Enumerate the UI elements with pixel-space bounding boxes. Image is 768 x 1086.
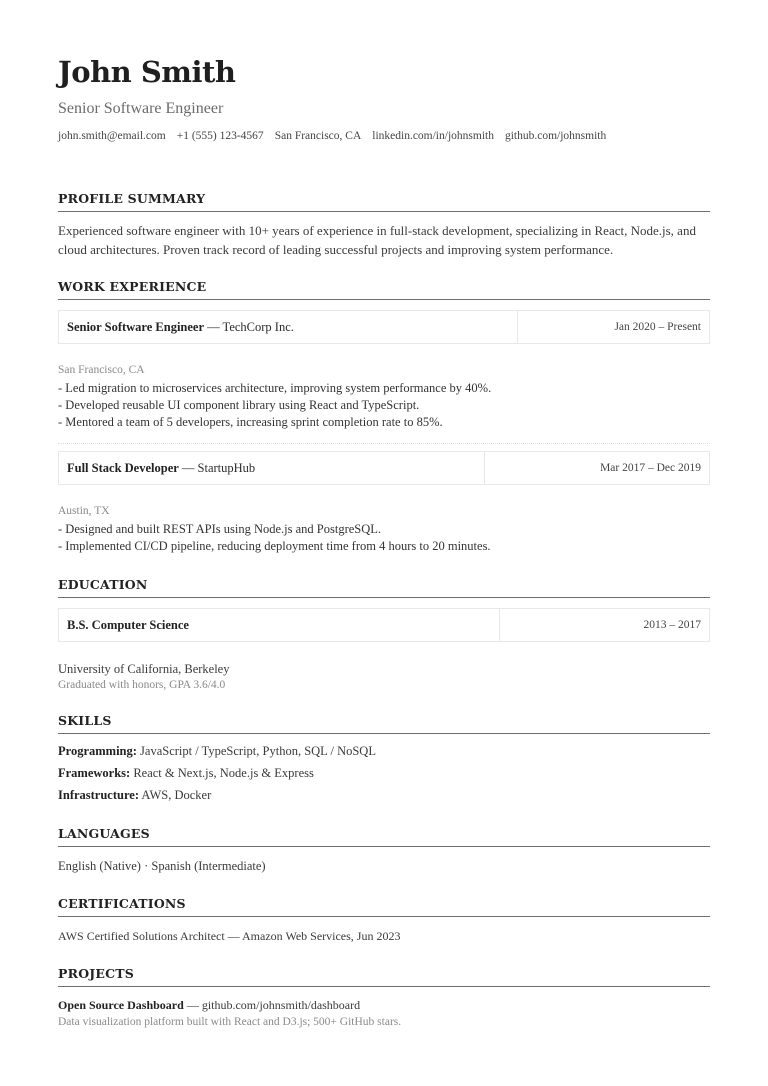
candidate-title: Senior Software Engineer xyxy=(58,100,224,117)
job-entry xyxy=(58,451,710,555)
job-entry xyxy=(58,310,710,431)
education-dates: 2013 – 2017 xyxy=(643,619,701,631)
job-header xyxy=(58,451,710,485)
skill-item xyxy=(58,762,710,784)
education-degree: B.S. Computer Science xyxy=(67,617,189,632)
job-bullet: - Implemented CI/CD pipeline, reducing deployment time from 4 hours to 20 minutes. xyxy=(58,539,491,553)
skill-item xyxy=(58,784,710,806)
section-heading: PROFILE SUMMARY xyxy=(58,191,710,212)
languages-text: English (Native) · Spanish (Intermediate) xyxy=(58,859,266,873)
section-heading: SKILLS xyxy=(58,713,710,734)
job-bullet: - Mentored a team of 5 developers, increasing sprint completion rate to 85%. xyxy=(58,415,443,429)
contact-linkedin: linkedin.com/in/johnsmith xyxy=(372,130,494,142)
section-profile-summary xyxy=(58,191,710,259)
job-location: San Francisco, CA xyxy=(58,364,145,376)
section-heading: LANGUAGES xyxy=(58,826,710,847)
job-company: — TechCorp Inc. xyxy=(204,319,294,334)
section-heading: CERTIFICATIONS xyxy=(58,896,710,917)
section-projects xyxy=(58,966,710,1030)
job-bullets xyxy=(58,380,710,431)
skill-value: JavaScript / TypeScript, Python, SQL / NoSQL xyxy=(136,744,376,758)
skill-item xyxy=(58,740,710,762)
job-bullet: - Designed and built REST APIs using Node.js and PostgreSQL. xyxy=(58,522,382,536)
project-link[interactable]: — github.com/johnsmith/dashboard xyxy=(183,998,361,1012)
section-education xyxy=(58,577,710,693)
candidate-name: John Smith xyxy=(58,55,236,89)
job-role: Full Stack Developer xyxy=(67,460,179,475)
section-certifications xyxy=(58,896,710,946)
project-name: Open Source Dashboard xyxy=(58,998,184,1012)
contact-line xyxy=(58,128,710,144)
job-bullet: - Led migration to microservices architecture, improving system performance by 40%. xyxy=(58,381,492,395)
education-note: Graduated with honors, GPA 3.6/4.0 xyxy=(58,679,226,691)
job-company: — StartupHub xyxy=(178,460,256,475)
job-bullet: - Developed reusable UI component library using React and TypeScript. xyxy=(58,398,420,412)
skills-list xyxy=(58,740,710,806)
job-dates: Jan 2020 – Present xyxy=(614,321,701,333)
skill-value: AWS, Docker xyxy=(139,788,212,802)
skill-value: React & Next.js, Node.js & Express xyxy=(130,766,314,780)
project-item xyxy=(58,997,710,1014)
section-heading: PROJECTS xyxy=(58,966,710,987)
section-skills xyxy=(58,713,710,806)
contact-email: john.smith@email.com xyxy=(58,130,166,142)
section-work-experience xyxy=(58,279,710,555)
education-header xyxy=(58,608,710,642)
job-header xyxy=(58,310,710,344)
summary-text: Experienced software engineer with 10+ years of experience in full-stack development, specializing in React, Node.js, and cloud architectures. Proven track record of leading successful projects and improving system performance. xyxy=(58,223,696,257)
job-bullets xyxy=(58,521,710,555)
skill-label: Infrastructure: xyxy=(58,788,139,802)
contact-github: github.com/johnsmith xyxy=(504,130,607,142)
entry-divider xyxy=(58,443,710,444)
contact-location: San Francisco, CA xyxy=(274,130,362,142)
job-location: Austin, TX xyxy=(58,505,110,517)
education-school: University of California, Berkeley xyxy=(58,662,230,676)
certification-item: AWS Certified Solutions Architect — Amazon Web Services, Jun 2023 xyxy=(58,929,401,943)
skill-label: Frameworks: xyxy=(58,766,131,780)
job-role: Senior Software Engineer xyxy=(67,319,205,334)
job-dates: Mar 2017 – Dec 2019 xyxy=(600,462,701,474)
project-description: Data visualization platform built with React and D3.js; 500+ GitHub stars. xyxy=(58,1016,402,1028)
contact-phone: +1 (555) 123-4567 xyxy=(176,130,264,142)
section-heading: EDUCATION xyxy=(58,577,710,598)
section-heading: WORK EXPERIENCE xyxy=(58,279,710,300)
skill-label: Programming: xyxy=(58,744,137,758)
section-languages xyxy=(58,826,710,876)
